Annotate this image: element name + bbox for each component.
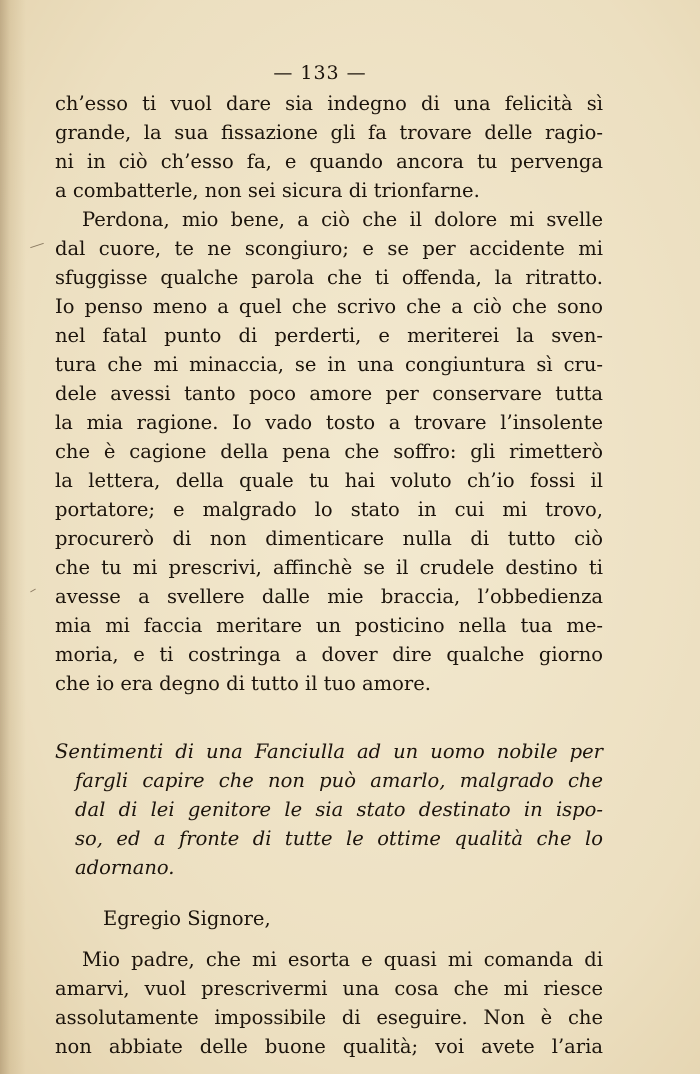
text-line: dal cuore, te ne scongiuro; e se per accidente mi [55, 237, 603, 260]
text-line: la mia ragione. Io vado tosto a trovare l’insolente [55, 411, 603, 434]
text-line: dele avessi tanto poco amore per conservare tutta [55, 382, 603, 405]
text-line: mia mi faccia meritare un posticino nella tua me- [55, 614, 603, 637]
text-line: Mio padre, che mi esorta e quasi mi comanda di [82, 948, 603, 971]
text-line: sfuggisse qualche parola che ti offenda, la ritratto. [55, 266, 603, 289]
text-line: Perdona, mio bene, a ciò che il dolore mi svelle [82, 208, 603, 231]
text-line: Io penso meno a quel che scrivo che a ciò che sono [55, 295, 603, 318]
text-line: tura che mi minaccia, se in una congiuntura sì cru- [55, 353, 603, 376]
text-line: ni in ciò ch’esso fa, e quando ancora tu pervenga [55, 150, 603, 173]
text-line: moria, e ti costringa a dover dire qualche giorno [55, 643, 603, 666]
letter-title-line: Sentimenti di una Fanciulla ad un uomo nobile per [55, 740, 603, 763]
text-line: che è cagione della pena che soffro: gli rimetterò [55, 440, 603, 463]
text-line: assolutamente impossibile di eseguire. Non è che [55, 1006, 603, 1029]
margin-mark [30, 243, 44, 248]
text-line: grande, la sua fissazione gli fa trovare delle ragio- [55, 121, 603, 144]
margin-mark [30, 589, 36, 593]
text-line: ch’esso ti vuol dare sia indegno di una felicità sì [55, 92, 603, 115]
text-line: a combatterle, non sei sicura di trionfarne. [55, 179, 480, 202]
text-line: portatore; e malgrado lo stato in cui mi trovo, [55, 498, 603, 521]
text-line: che io era degno di tutto il tuo amore. [55, 672, 431, 695]
text-line: la lettera, della quale tu hai voluto ch’io fossi il [55, 469, 603, 492]
text-line: nel fatal punto di perderti, e meriterei la sven- [55, 324, 603, 347]
page-number: — 133 — [273, 62, 367, 84]
text-line: procurerò di non dimenticare nulla di tutto ciò [55, 527, 603, 550]
text-line: che tu mi prescrivi, affinchè se il crudele destino ti [55, 556, 603, 579]
letter-title-line: adornano. [75, 856, 175, 879]
text-line: amarvi, vuol prescrivermi una cosa che mi riesce [55, 977, 603, 1000]
letter-title-line: so, ed a fronte di tutte le ottime qualità che lo [75, 827, 603, 850]
text-line: non abbiate delle buone qualità; voi avete l’aria [55, 1035, 603, 1058]
letter-title-line: dal di lei genitore le sia stato destinato in ispo- [75, 798, 603, 821]
salutation: Egregio Signore, [103, 907, 271, 930]
text-line: avesse a svellere dalle mie braccia, l’obbedienza [55, 585, 603, 608]
letter-title-line: fargli capire che non può amarlo, malgrado che [75, 769, 603, 792]
